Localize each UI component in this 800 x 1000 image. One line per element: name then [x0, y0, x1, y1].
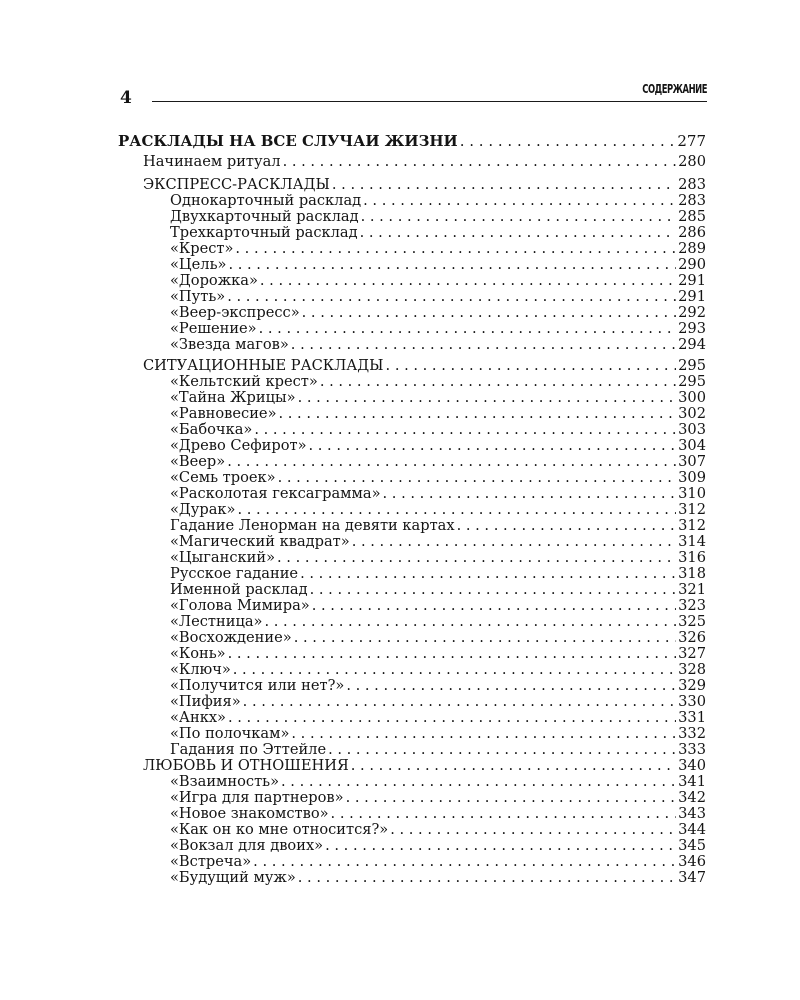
toc-entry-page-number: 314	[678, 533, 706, 550]
toc-entry-page-number: 343	[678, 805, 706, 822]
toc-entry-title: «Игра для партнеров»	[170, 789, 344, 806]
toc-entry-page-number: 294	[678, 336, 706, 353]
toc-entry-page-number: 345	[678, 837, 706, 854]
toc-entry-page-number: 340	[678, 757, 706, 774]
toc-entry-title: Однокарточный расклад	[170, 192, 362, 209]
toc-entry-title: «Получится или нет?»	[170, 677, 345, 694]
toc-leader-dots	[260, 273, 676, 290]
toc-leader-dots	[351, 758, 676, 775]
toc-leader-dots	[302, 305, 676, 322]
toc-entry	[143, 154, 706, 171]
toc-entry-page-number: 346	[678, 853, 706, 870]
toc-entry-page-number: 331	[678, 709, 706, 726]
toc-leader-dots	[320, 374, 676, 391]
toc-leader-dots	[254, 422, 676, 439]
toc-entry-page-number: 283	[678, 176, 706, 193]
toc-entry-title: «Новое знакомство»	[170, 805, 329, 822]
toc-entry-title: РАСКЛАДЫ НА ВСЕ СЛУЧАИ ЖИЗНИ	[118, 132, 458, 150]
toc-entry-title: «Как он ко мне относится?»	[170, 821, 389, 838]
toc-entry-page-number: 312	[678, 517, 706, 534]
toc-entry-title: «Древо Сефирот»	[170, 437, 307, 454]
toc-entry-page-number: 330	[678, 693, 706, 710]
toc-leader-dots	[300, 566, 676, 583]
toc-entry-page-number: 318	[678, 565, 706, 582]
toc-leader-dots	[332, 177, 676, 194]
toc-leader-dots	[291, 726, 676, 743]
toc-entry	[170, 646, 706, 663]
toc-entry	[170, 241, 706, 258]
toc-entry-title: «Цель»	[170, 256, 227, 273]
toc-entry	[170, 225, 706, 242]
toc-entry-page-number: 342	[678, 789, 706, 806]
toc-entry-title: «Крест»	[170, 240, 234, 257]
toc-entry	[170, 337, 706, 354]
page-number: 4	[120, 88, 132, 108]
toc-entry-page-number: 323	[678, 597, 706, 614]
toc-entry-title: «Веер»	[170, 453, 226, 470]
toc-entry-title: «Дорожка»	[170, 272, 258, 289]
header-rule	[152, 101, 707, 102]
toc-entry-title: «Конь»	[170, 645, 226, 662]
toc-leader-dots	[346, 678, 676, 695]
toc-entry-title: «Будущий муж»	[170, 869, 296, 886]
toc-entry-page-number: 304	[678, 437, 706, 454]
toc-entry	[170, 678, 706, 695]
toc-entry-page-number: 347	[678, 869, 706, 886]
toc-leader-dots	[310, 582, 677, 599]
toc-leader-dots	[298, 870, 676, 887]
toc-entry-title: «Семь троек»	[170, 469, 276, 486]
toc-entry-page-number: 277	[677, 132, 706, 150]
toc-entry-title: СИТУАЦИОННЫЕ РАСКЛАДЫ	[143, 357, 384, 374]
toc-leader-dots	[383, 486, 677, 503]
toc-entry-page-number: 326	[678, 629, 706, 646]
toc-leader-dots	[228, 646, 677, 663]
toc-entry-title: Гадания по Эттейле	[170, 741, 327, 758]
toc-leader-dots	[227, 454, 676, 471]
toc-entry-page-number: 283	[678, 192, 706, 209]
toc-entry-page-number: 309	[678, 469, 706, 486]
toc-entry-title: «Путь»	[170, 288, 226, 305]
toc-entry-page-number: 291	[678, 272, 706, 289]
toc-entry-title: Именной расклад	[170, 581, 308, 598]
toc-entry-page-number: 300	[678, 389, 706, 406]
toc-entry-page-number: 292	[678, 304, 706, 321]
toc-leader-dots	[328, 742, 676, 759]
toc-leader-dots	[294, 630, 676, 647]
toc-entry	[170, 630, 706, 647]
toc-entry-page-number: 286	[678, 224, 706, 241]
toc-entry-page-number: 291	[678, 288, 706, 305]
running-head: СОДЕРЖАНИЕ	[642, 82, 707, 96]
toc-entry	[170, 486, 706, 503]
toc-entry-title: «Лестница»	[170, 613, 263, 630]
toc-leader-dots	[228, 257, 676, 274]
toc-entry-page-number: 325	[678, 613, 706, 630]
toc-leader-dots	[228, 710, 676, 727]
toc-entry-title: ЭКСПРЕСС-РАСКЛАДЫ	[143, 176, 330, 193]
toc-entry-page-number: 327	[678, 645, 706, 662]
toc-entry-title: «Восхождение»	[170, 629, 292, 646]
toc-entry-page-number: 332	[678, 725, 706, 742]
toc-entry-page-number: 321	[678, 581, 706, 598]
toc-entry-page-number: 329	[678, 677, 706, 694]
toc-entry-title: «Анкх»	[170, 709, 226, 726]
toc-leader-dots	[361, 209, 677, 226]
toc-entry-page-number: 328	[678, 661, 706, 678]
toc-leader-dots	[243, 694, 676, 711]
toc-leader-dots	[291, 337, 676, 354]
toc-entry-page-number: 295	[678, 357, 706, 374]
toc-entry-title: «Равновесие»	[170, 405, 277, 422]
toc-entry	[170, 694, 706, 711]
toc-leader-dots	[298, 390, 677, 407]
toc-entry	[118, 133, 706, 150]
toc-leader-dots	[309, 438, 677, 455]
toc-entry-title: Начинаем ритуал	[143, 153, 281, 170]
toc-leader-dots	[235, 241, 676, 258]
toc-entry	[170, 438, 706, 455]
toc-entry-title: «Тайна Жрицы»	[170, 389, 296, 406]
toc-entry-title: «Веер-экспресс»	[170, 304, 300, 321]
toc-entry-title: Гадание Ленорман на девяти картах	[170, 517, 455, 534]
toc-leader-dots	[277, 550, 676, 567]
toc-leader-dots	[253, 854, 676, 871]
toc-entry	[170, 870, 706, 887]
toc-entry-title: «По полочкам»	[170, 725, 290, 742]
toc-entry-title: Трехкарточный расклад	[170, 224, 358, 241]
toc-entry-title: «Голова Мимира»	[170, 597, 310, 614]
toc-leader-dots	[390, 822, 676, 839]
toc-entry-page-number: 302	[678, 405, 706, 422]
toc-entry-page-number: 344	[678, 821, 706, 838]
toc-leader-dots	[312, 598, 676, 615]
toc-entry-title: ЛЮБОВЬ И ОТНОШЕНИЯ	[143, 757, 349, 774]
toc-entry-title: Русское гадание	[170, 565, 299, 582]
toc-entry-title: «Магический квадрат»	[170, 533, 350, 550]
toc-entry-title: «Встреча»	[170, 853, 252, 870]
toc-entry-page-number: 290	[678, 256, 706, 273]
toc-entry-page-number: 303	[678, 421, 706, 438]
toc-leader-dots	[325, 838, 676, 855]
toc-entry-page-number: 333	[678, 741, 706, 758]
toc-entry-page-number: 307	[678, 453, 706, 470]
toc-entry-title: «Решение»	[170, 320, 257, 337]
toc-leader-dots	[363, 193, 676, 210]
toc-leader-dots	[346, 790, 677, 807]
toc-leader-dots	[352, 534, 676, 551]
toc-entry-page-number: 285	[678, 208, 706, 225]
toc-entry-title: Двухкарточный расклад	[170, 208, 359, 225]
toc-entry-title: «Ключ»	[170, 661, 231, 678]
toc-leader-dots	[360, 225, 677, 242]
toc-entry-title: «Бабочка»	[170, 421, 253, 438]
toc-entry-page-number: 295	[678, 373, 706, 390]
toc-entry	[170, 273, 706, 290]
toc-entry-title: «Пифия»	[170, 693, 241, 710]
toc-entry-page-number: 316	[678, 549, 706, 566]
toc-entry-page-number: 280	[678, 153, 706, 170]
toc-entry-title: «Вокзал для двоих»	[170, 837, 324, 854]
toc-leader-dots	[259, 321, 677, 338]
toc-entry-page-number: 341	[678, 773, 706, 790]
toc-leader-dots	[283, 154, 677, 171]
toc-leader-dots	[264, 614, 676, 631]
toc-leader-dots	[457, 518, 677, 535]
toc-leader-dots	[460, 133, 676, 150]
toc-entry-page-number: 312	[678, 501, 706, 518]
toc-entry-page-number: 310	[678, 485, 706, 502]
toc-entry-title: «Кельтский крест»	[170, 373, 318, 390]
toc-entry-title: «Дурак»	[170, 501, 236, 518]
toc-leader-dots	[386, 358, 677, 375]
toc-leader-dots	[279, 406, 677, 423]
toc-entry-title: «Цыганский»	[170, 549, 276, 566]
toc-entry-title: «Звезда магов»	[170, 336, 289, 353]
toc-entry-page-number: 289	[678, 240, 706, 257]
toc-entry-title: «Расколотая гексаграмма»	[170, 485, 381, 502]
toc-entry-page-number: 293	[678, 320, 706, 337]
toc-entry-title: «Взаимность»	[170, 773, 280, 790]
